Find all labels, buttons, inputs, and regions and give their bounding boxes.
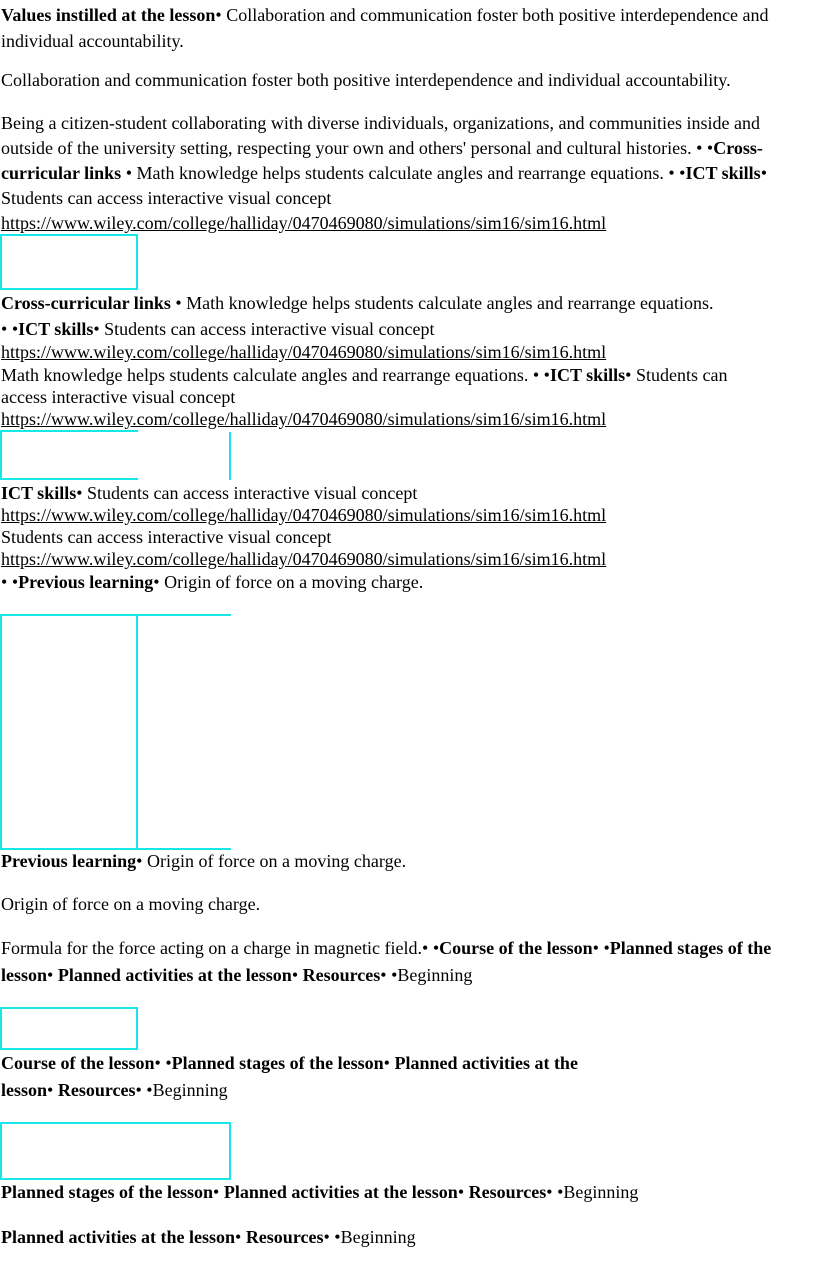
cross-label: Cross-curricular links	[1, 138, 763, 183]
formula-paragraph: Formula for the force acting on a charge in magnetic field.• •Course of the lesson• •Planned stages of the lesson• Planned activities at the lesson• Resources• •Beginning	[1, 938, 772, 985]
bullet: •	[215, 5, 222, 25]
math-line: Math knowledge helps students calculate angles and rearrange equations. • •ICT skills• Students can	[1, 365, 728, 385]
activities-paragraph: Planned activities at the lesson• Resources• •Beginning	[1, 1227, 416, 1247]
values-text: Collaboration and communication foster both positive interdependence and individual accountability.	[1, 5, 769, 51]
values-paragraph	[1, 2, 813, 54]
cross-paragraph: Cross-curricular links • Math knowledge helps students calculate angles and rearrange equations.	[1, 293, 714, 313]
citizen-text: Being a citizen-student collaborating with diverse individuals, organizations, and communities inside and outside of the university setting, respecting your own and others' personal and cultural histories.	[1, 113, 760, 158]
values-paragraph-2	[1, 67, 813, 93]
cell-border	[229, 432, 231, 480]
ict-paragraph: ICT skills• Students can access interactive visual concept	[1, 483, 418, 503]
previous-paragraph: Previous learning• Origin of force on a moving charge.	[1, 851, 407, 871]
empty-cell-box	[0, 1007, 138, 1050]
wiley-link-1[interactable]: https://www.wiley.com/college/halliday/0470469080/simulations/sim16/sim16.html	[1, 213, 607, 233]
cell-border	[0, 614, 2, 850]
empty-cell-box	[0, 1122, 231, 1180]
previous-line: • •Previous learning• Origin of force on a moving charge.	[1, 572, 424, 592]
cross-text-a: Math knowledge helps students calculate angles and rearrange	[136, 163, 586, 183]
ict-text-line: Students can access interactive visual concept	[1, 527, 332, 547]
cell-border	[0, 478, 138, 480]
values-text-2: Collaboration and communication foster both positive interdependence and individual accountability.	[1, 70, 731, 90]
ict-text: Students can access interactive visual concept	[1, 188, 332, 208]
empty-cell-box	[0, 234, 138, 290]
access-line: access interactive visual concept	[1, 387, 236, 407]
wiley-link-2[interactable]: https://www.wiley.com/college/halliday/0470469080/simulations/sim16/sim16.html	[1, 342, 607, 362]
origin-line: Origin of force on a moving charge.	[1, 894, 261, 914]
cell-border	[0, 614, 231, 616]
wiley-link-5[interactable]: https://www.wiley.com/college/halliday/0470469080/simulations/sim16/sim16.html	[1, 549, 607, 569]
cell-border	[0, 430, 138, 432]
ict-label: ICT skills	[685, 163, 761, 183]
wiley-link-4[interactable]: https://www.wiley.com/college/halliday/0470469080/simulations/sim16/sim16.html	[1, 505, 607, 525]
ict-line: • •ICT skills• Students can access interactive visual concept	[1, 319, 435, 339]
course-line-1: Course of the lesson• •Planned stages of the lesson• Planned activities at the	[1, 1053, 578, 1073]
stages-paragraph: Planned stages of the lesson• Planned activities at the lesson• Resources• •Beginning	[1, 1182, 639, 1202]
equations-word: equations.	[590, 163, 664, 183]
citizen-paragraph: Being a citizen-student collaborating with diverse individuals, organizations, and communities inside and outside of the university setting, respecting your own and others' personal and cultural histories. • •Cross-curricular links • Math knowledge helps students calculate angles and rearrange equations. • •ICT skills• Students can access interactive visual concept	[1, 113, 767, 208]
formula-text: Formula for the force acting on a charge in magnetic field.	[1, 938, 423, 958]
cell-border	[0, 430, 2, 480]
cell-border	[136, 614, 138, 850]
course-line-2: lesson• Resources• •Beginning	[1, 1080, 228, 1100]
values-label: Values instilled at the lesson	[1, 5, 216, 25]
wiley-link-3[interactable]: https://www.wiley.com/college/halliday/0470469080/simulations/sim16/sim16.html	[1, 409, 607, 429]
